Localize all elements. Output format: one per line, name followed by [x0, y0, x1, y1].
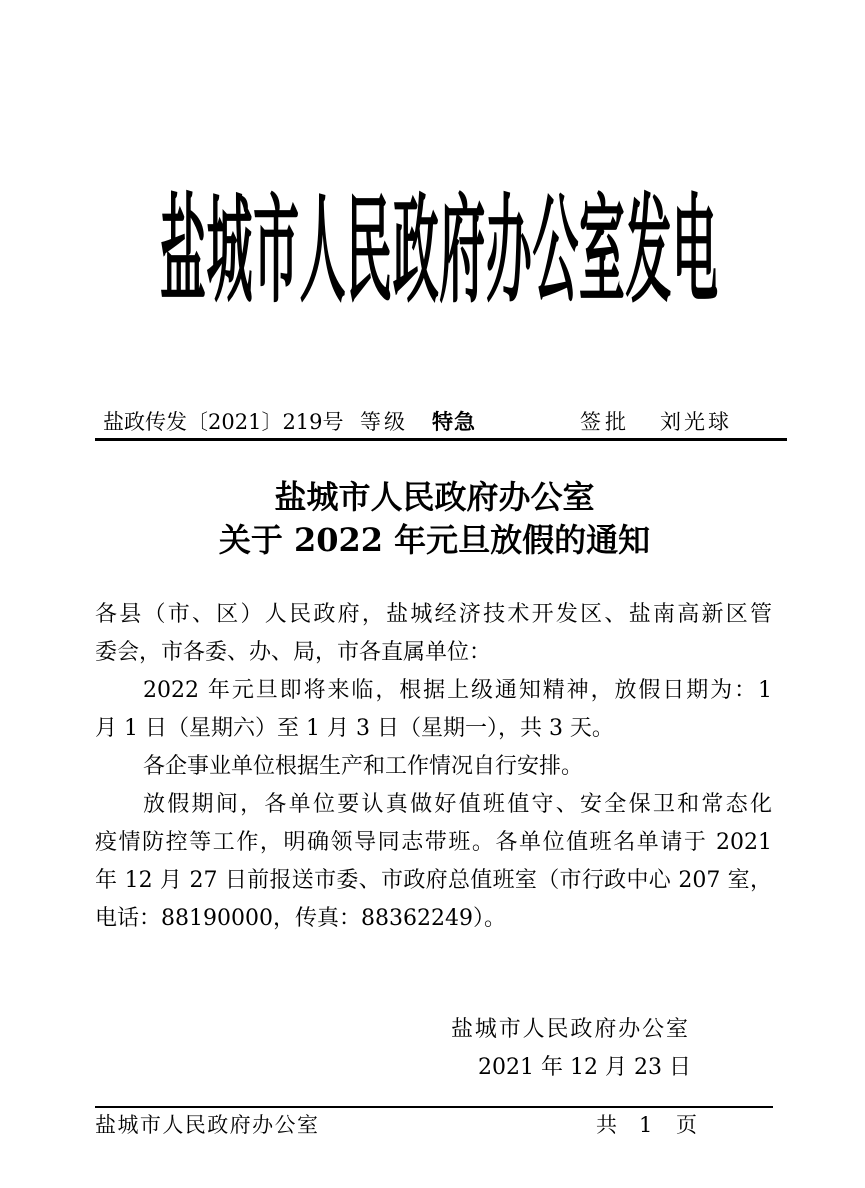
body-line: 疫情防控等工作，明确领导同志带班。各单位值班名单请于 2021 — [95, 830, 772, 855]
signature-date: 2021 年 12 月 23 日 — [478, 1055, 691, 1080]
level-value: 特急 — [432, 410, 476, 434]
body-line: 各企事业单位根据生产和工作情况自行安排。 — [143, 754, 584, 779]
footer-page-prefix: 共 — [596, 1113, 617, 1137]
footer-divider — [95, 1106, 773, 1108]
approval-label: 签批 — [580, 410, 630, 434]
notice-title-line2: 关于 2022 年元旦放假的通知 — [218, 521, 651, 559]
body-line: 放假期间，各单位要认真做好值班值守、安全保卫和常态化 — [143, 792, 772, 817]
doc-number: 盐政传发〔2021〕219号 — [103, 410, 344, 434]
body-line: 2022 年元旦即将来临，根据上级通知精神，放假日期为：1 — [143, 678, 772, 703]
signature-org: 盐城市人民政府办公室 — [451, 1017, 688, 1042]
header-divider — [95, 438, 787, 441]
body-line: 电话：88190000，传真：88362249）。 — [95, 906, 506, 931]
approval-value: 刘光球 — [660, 410, 732, 434]
body-line: 委会，市各委、办、局，市各直属单位： — [95, 640, 492, 665]
body-paragraph — [95, 672, 772, 748]
footer-org: 盐城市人民政府办公室 — [95, 1113, 318, 1137]
footer-page-suffix: 页 — [676, 1113, 697, 1137]
body-paragraph — [95, 786, 772, 938]
body-line: 各县（市、区）人民政府，盐城经济技术开发区、盐南高新区管 — [95, 602, 772, 627]
notice-title-line1: 盐城市人民政府办公室 — [274, 478, 595, 516]
body-line: 年 12 月 27 日前报送市委、市政府总值班室（市行政中心 207 室， — [95, 868, 772, 893]
footer-page-count: 1 — [639, 1113, 653, 1137]
body-paragraph — [95, 748, 772, 786]
notice-body — [95, 596, 772, 938]
salutation-paragraph — [95, 596, 772, 672]
telegram-header-title: 盐城市人民政府办公室发电 — [160, 181, 718, 319]
level-label: 等级 — [360, 410, 408, 434]
body-line: 月 1 日（星期六）至 1 月 3 日（星期一），共 3 天。 — [95, 716, 614, 741]
